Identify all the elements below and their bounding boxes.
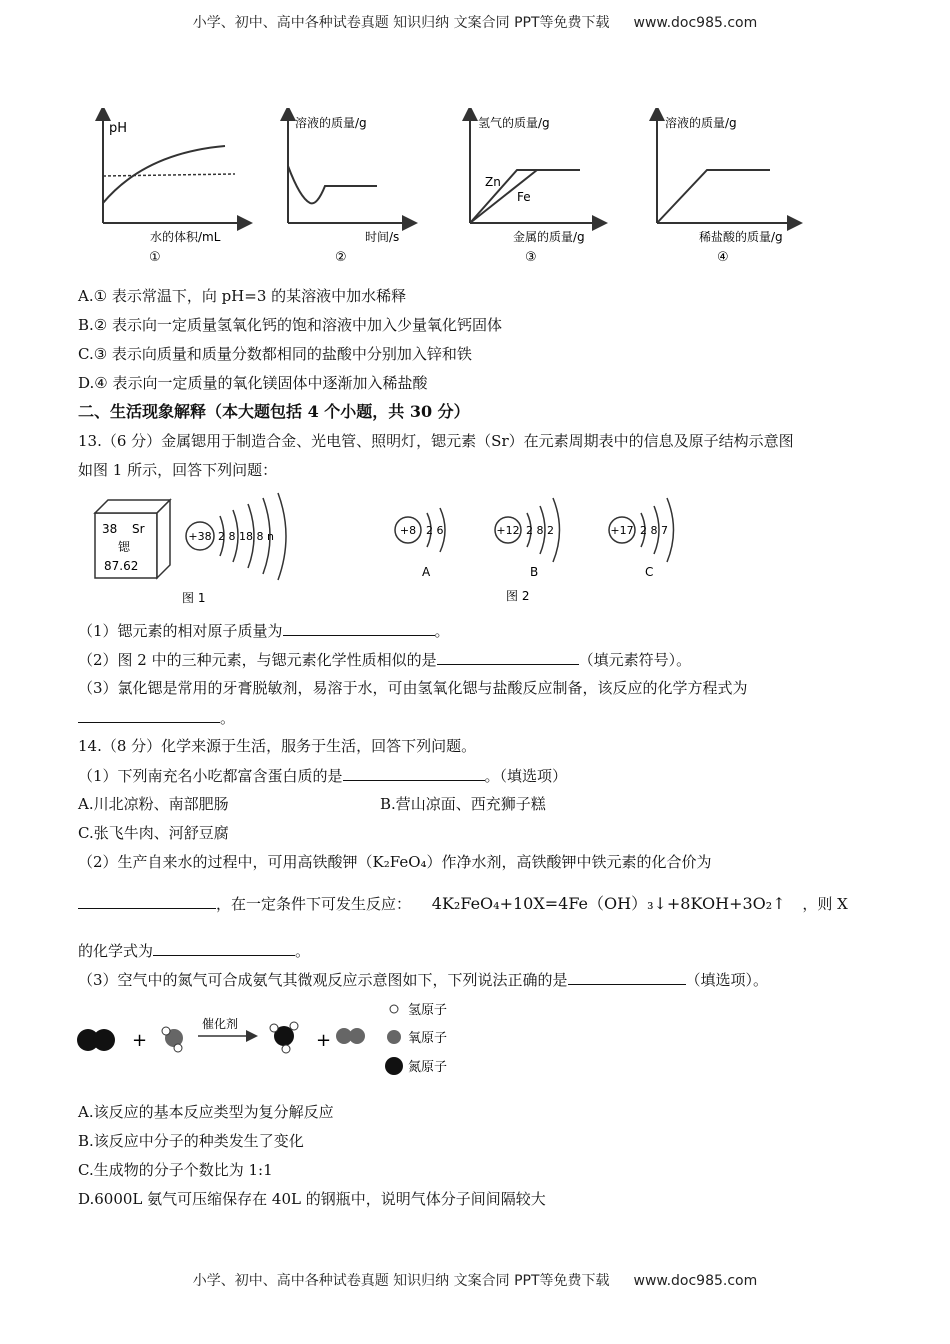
legend-hydrogen: 氢原子 — [408, 1003, 448, 1018]
catalyst-label: 催化剂 — [202, 1017, 239, 1031]
atom-a — [395, 508, 445, 579]
q13-part-3: （3）氯化锶是常用的牙膏脱敏剂，易溶于水，可由氢氧化锶与盐酸反应制备，该反应的化学方程式为 — [78, 679, 748, 697]
q14-option-a: A.川北凉粉、南部肥肠 — [78, 795, 229, 813]
graph-1-xlabel: 水的体积/mL — [150, 230, 221, 244]
legend-nitrogen: 氮原子 — [408, 1060, 448, 1075]
q14-p1-text: （1）下列南充名小吃都富含蛋白质的是 — [78, 767, 343, 785]
footer-text: 小学、初中、高中各种试卷真题 知识归纳 文案合同 PPT等免费下载 — [192, 1273, 610, 1289]
page-footer — [0, 1270, 950, 1290]
atom-b-label: B — [530, 565, 539, 579]
q13-p2-end: （填元素符号）。 — [578, 651, 692, 669]
n2-molecule — [77, 1029, 115, 1051]
graph-4-xlabel: 稀盐酸的质量/g — [699, 230, 783, 244]
q12-option-a: A.① 表示常温下，向 pH=3 的某溶液中加水稀释 — [78, 287, 407, 305]
h2o-molecule — [162, 1027, 183, 1052]
q12-option-c: C.③ 表示向质量和质量分数都相同的盐酸中分别加入锌和铁 — [78, 345, 472, 363]
q13-p2-blank[interactable] — [437, 649, 579, 665]
graph-3 — [470, 113, 600, 265]
atom-b-nucleus: +12 — [496, 524, 520, 537]
q14-p2b: ，在一定条件下可发生反应： — [216, 895, 412, 913]
q14-p2d: 的化学式为 — [78, 942, 154, 960]
element-symbol: Sr — [132, 522, 145, 536]
graph-1-num: ① — [149, 250, 161, 265]
q14-p2d-end: 。 — [295, 942, 311, 960]
fig2-label: 图 2 — [506, 589, 530, 603]
q12-option-b: B.② 表示向一定质量氢氧化钙的饱和溶液中加入少量氧化钙固体 — [78, 316, 503, 334]
q14-p2-blank[interactable] — [78, 893, 216, 909]
o2-molecule — [336, 1028, 365, 1044]
q13-part-1 — [78, 620, 450, 641]
q13-stem-2: 如图 1 所示，回答下列问题： — [78, 461, 278, 479]
graph-2 — [288, 113, 410, 265]
atom-b — [495, 498, 560, 579]
q14-stem: 14.（8 分）化学来源于生活，服务于生活，回答下列问题。 — [78, 737, 477, 755]
graph-3-zn: Zn — [485, 175, 501, 189]
element-mass: 87.62 — [104, 559, 139, 573]
q14-part-2-formula — [78, 940, 310, 961]
atom-b-shells: 2 8 2 — [526, 524, 554, 537]
reaction-diagram — [74, 998, 494, 1086]
q13-p2-text: （2）图 2 中的三种元素，与锶元素化学性质相似的是 — [78, 651, 437, 669]
graphs-figure — [85, 108, 825, 268]
q12-option-d: D.④ 表示向一定质量的氧化镁固体中逐渐加入稀盐酸 — [78, 374, 428, 392]
atom-a-label: A — [422, 565, 431, 579]
q14-p1-end: 。（填选项） — [484, 767, 568, 785]
legend-oxygen: 氧原子 — [408, 1031, 448, 1046]
element-number: 38 — [102, 522, 118, 536]
q13-p3-end: 。 — [220, 709, 236, 727]
atom-c — [609, 498, 674, 579]
q14-option-3c: C.生成物的分子个数比为 1:1 — [78, 1161, 273, 1179]
q13-p1-text: （1）锶元素的相对原子质量为 — [78, 622, 283, 640]
graph-1 — [103, 113, 245, 265]
element-name: 锶 — [118, 540, 131, 554]
q14-p3-text: （3）空气中的氮气可合成氨气其微观反应示意图如下，下列说法正确的是 — [78, 971, 568, 989]
footer-site: www.doc985.com — [633, 1273, 758, 1289]
q13-p3-blank[interactable] — [78, 707, 220, 723]
q14-p2d-blank[interactable] — [153, 940, 295, 956]
graph-3-xlabel: 金属的质量/g — [513, 230, 585, 244]
q13-stem-1: 13.（6 分）金属锶用于制造合金、光电管、照明灯，锶元素（Sr）在元素周期表中的信息及原子结构示意图 — [78, 432, 794, 450]
atom-c-nucleus: +17 — [610, 524, 634, 537]
sr-nucleus: +38 — [188, 530, 212, 543]
q14-p2c: ，则 X — [802, 895, 848, 913]
q14-option-3d: D.6000L 氨气可压缩保存在 40L 的钢瓶中，说明气体分子间间隔较大 — [78, 1190, 546, 1208]
graph-4-ylabel: 溶液的质量/g — [665, 116, 737, 130]
q14-p1-blank[interactable] — [343, 765, 485, 781]
legend — [385, 1003, 447, 1075]
plus-sign-2: + — [316, 1030, 332, 1051]
fig1-label: 图 1 — [182, 591, 206, 605]
graph-3-num: ③ — [525, 250, 537, 265]
plus-sign-1: + — [132, 1030, 148, 1051]
graph-4-num: ④ — [717, 250, 729, 265]
graph-2-xlabel: 时间/s — [365, 230, 400, 244]
q13-part-2 — [78, 649, 691, 670]
q13-part-3-answer — [78, 707, 235, 728]
q14-p3-end: （填选项）。 — [685, 971, 769, 989]
q14-part-2-equation-line — [78, 893, 848, 914]
q14-option-c: C.张飞牛肉、河舒豆腐 — [78, 824, 229, 842]
q14-part-2: （2）生产自来水的过程中，可用高铁酸钾（K₂FeO₄）作净水剂，高铁酸钾中铁元素的化合价为 — [78, 853, 712, 871]
atom-c-shells: 2 8 7 — [640, 524, 668, 537]
header-text: 小学、初中、高中各种试卷真题 知识归纳 文案合同 PPT等免费下载 — [192, 15, 610, 31]
q14-p3-blank[interactable] — [568, 969, 686, 985]
element-card — [95, 500, 170, 578]
graph-4 — [657, 113, 795, 265]
atom-c-label: C — [645, 565, 654, 579]
q14-option-b: B.营山凉面、西充狮子糕 — [380, 795, 546, 813]
q14-equation: 4K₂FeO₄+10X=4Fe（OH）₃↓+8KOH+3O₂↑ — [431, 894, 786, 913]
header-site: www.doc985.com — [633, 15, 758, 31]
nh3-molecule — [270, 1022, 298, 1053]
q13-figures — [90, 488, 710, 608]
graph-2-num: ② — [335, 250, 347, 265]
sr-atom-diagram — [186, 493, 286, 580]
atom-a-shells: 2 6 — [426, 524, 444, 537]
q14-part-1 — [78, 765, 567, 786]
page-header — [0, 12, 950, 32]
graph-3-fe: Fe — [517, 190, 531, 204]
q13-p1-blank[interactable] — [283, 620, 435, 636]
q14-part-3 — [78, 969, 768, 990]
atom-a-nucleus: +8 — [399, 524, 417, 537]
graph-1-ylabel: pH — [109, 121, 128, 136]
section-2-title: 二、生活现象解释（本大题包括 4 个小题，共 30 分） — [78, 402, 470, 421]
q14-option-3a: A.该反应的基本反应类型为复分解反应 — [78, 1103, 334, 1121]
q14-option-3b: B.该反应中分子的种类发生了变化 — [78, 1132, 304, 1150]
graph-3-ylabel: 氢气的质量/g — [478, 116, 550, 130]
q13-p1-end: 。 — [434, 622, 450, 640]
sr-shells: 2 8 18 8 n — [218, 530, 274, 543]
graph-2-ylabel: 溶液的质量/g — [295, 116, 367, 130]
